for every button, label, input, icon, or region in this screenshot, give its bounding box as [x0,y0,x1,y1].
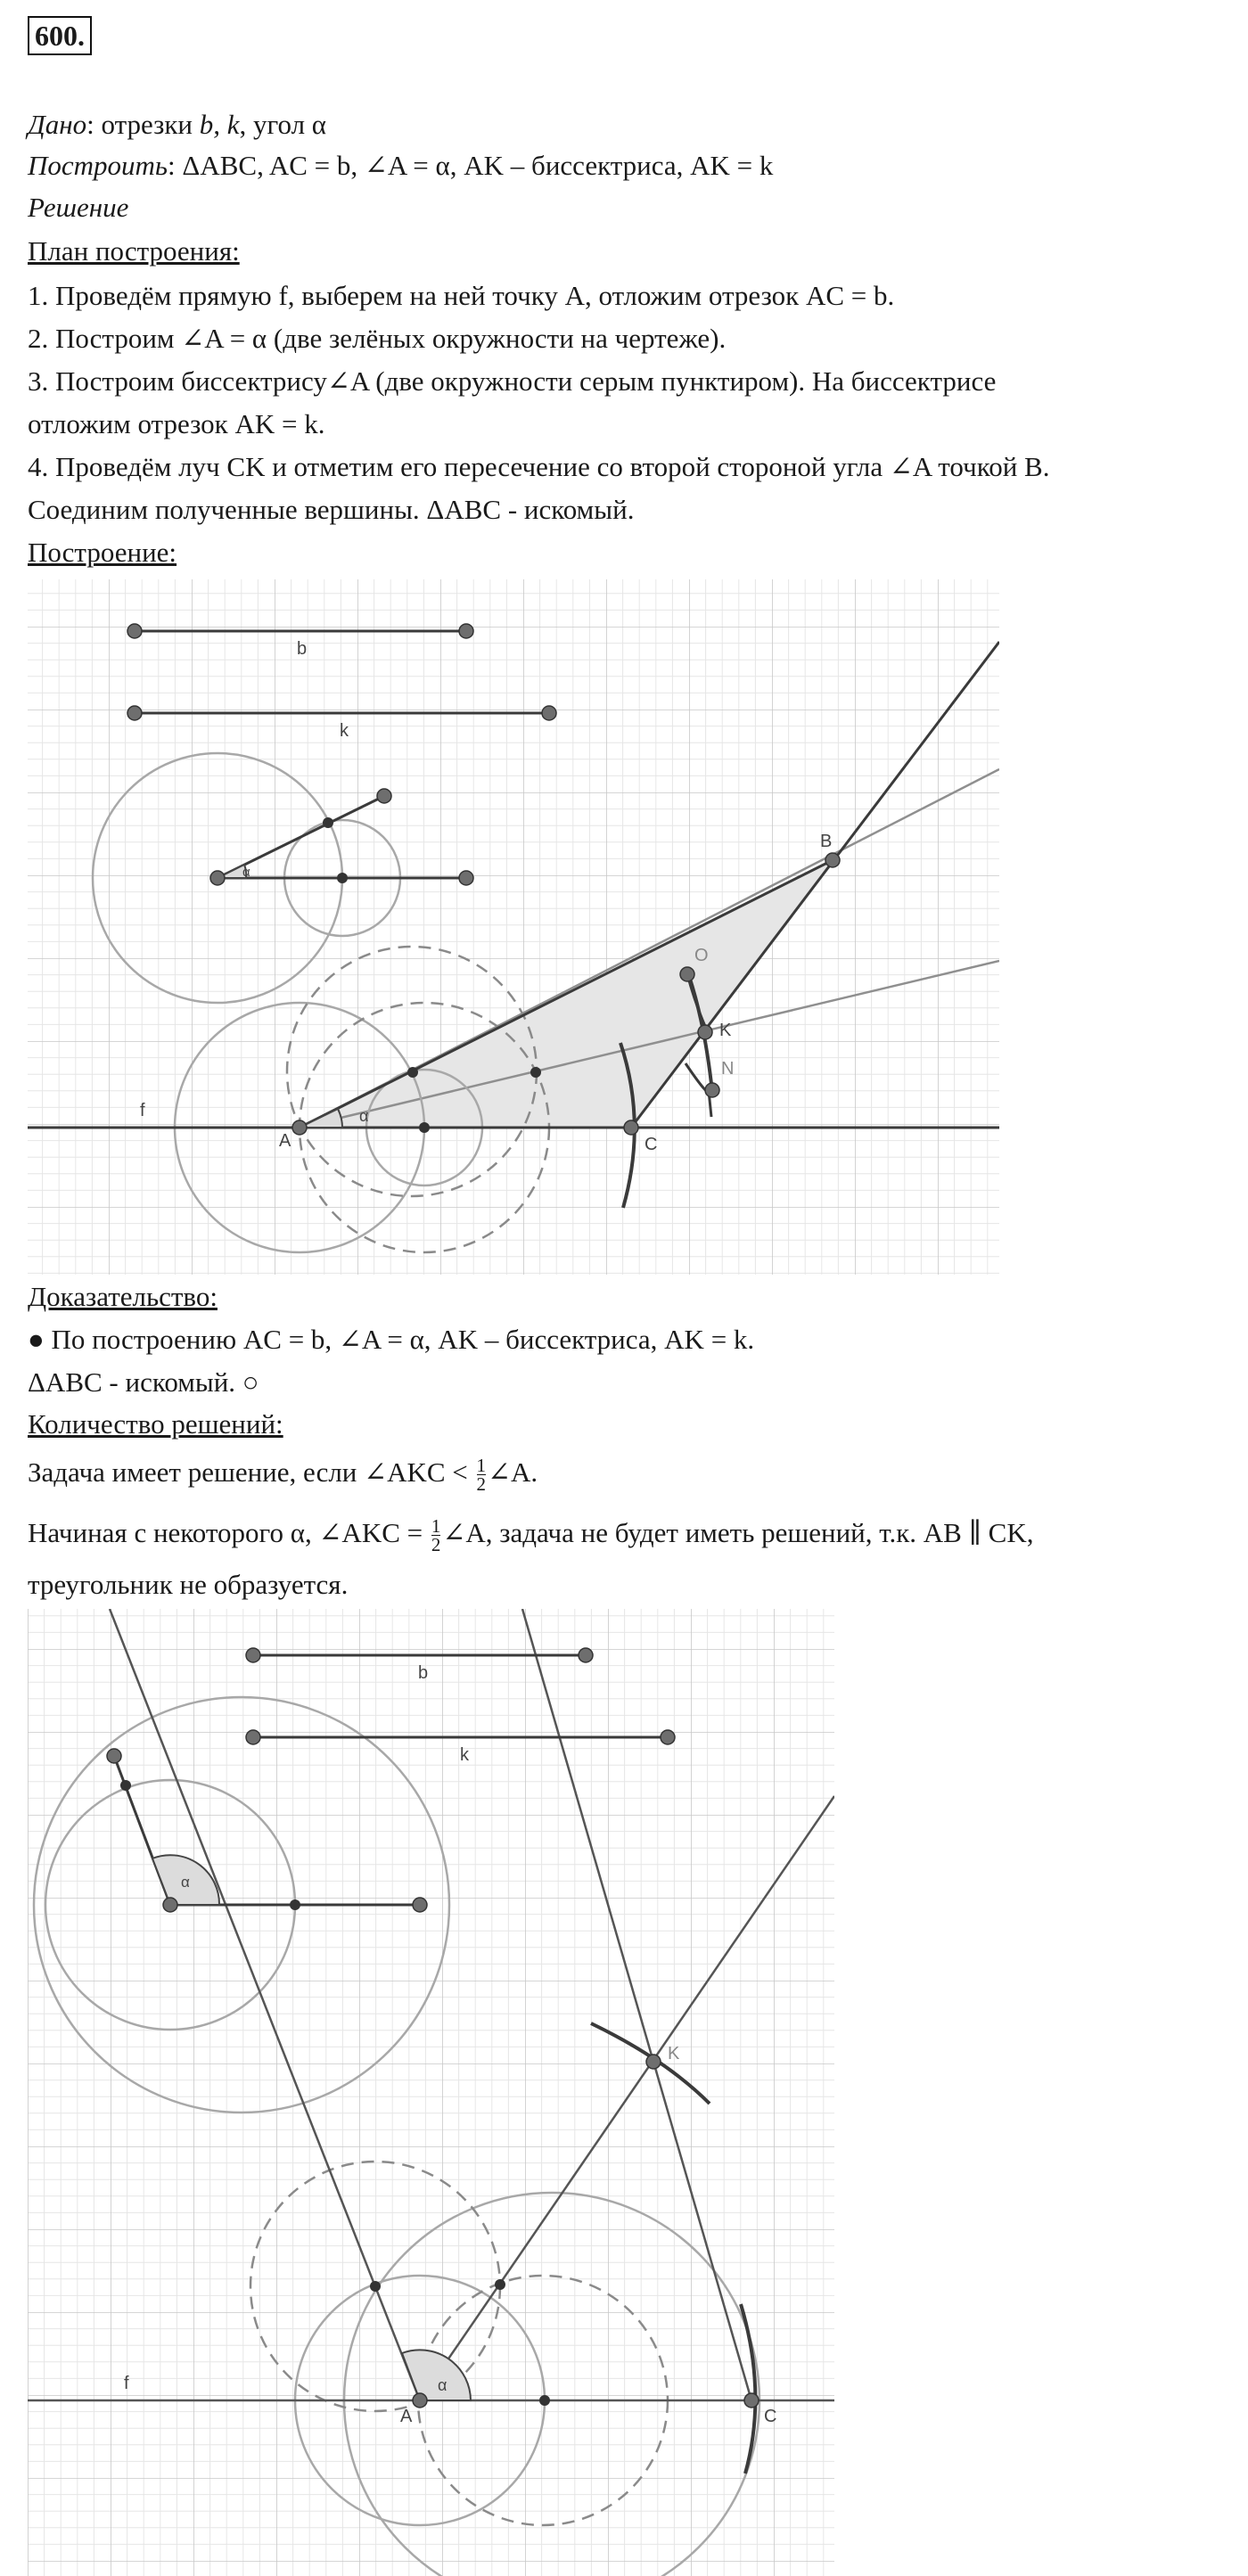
fig2-label-A: A [400,2407,413,2426]
solutions-line-2-pre: Начиная с некоторого α, ∠AKC = [28,1517,423,1548]
fig2-label-C: C [764,2407,777,2426]
label-C: C [645,1135,658,1154]
label-N: N [721,1059,735,1079]
label-A: A [279,1131,291,1151]
label-K: K [719,1021,732,1040]
construct-label: Построить [28,150,168,181]
grid-2 [28,1609,834,2576]
problem-number: 600. [28,16,92,55]
frac-num: 1 [476,1455,487,1477]
solutions-line-3: треугольник не образуется. [28,1569,349,1600]
plan-step-1: 1. Проведём прямую f, выберем на ней точку A, отложим отрезок AC = b. [28,280,895,311]
given-math: b, k [199,109,240,140]
label-b: b [297,639,308,659]
solutions-line-2-post: ∠A, задача не будет иметь решений, т.к. AB ∥ CK, [442,1517,1034,1548]
solutions-heading: Количество решений: [28,1408,283,1440]
fig2-label-k: k [460,1745,469,1765]
plan-step-3b: отложим отрезок AK = k. [28,408,325,439]
given-line [28,107,326,143]
fig2-label-K: K [668,2044,680,2063]
label-alpha: α [359,1107,369,1125]
fig2-label-alpha: α [438,2376,447,2394]
grid-1 [28,579,999,1275]
fig2-label-alpha-small: α [181,1874,190,1891]
label-f: f [140,1101,145,1120]
given-text2: , угол α [239,109,327,140]
plan-step-3: 3. Построим биссектрису∠A (две окружности серым пунктиром). На биссектрисе [28,365,997,397]
proof-line-1: ● По построению AC = b, ∠A = α, AK – биссектриса, AK = k. [28,1324,755,1355]
label-alpha-small: α [242,865,250,880]
plan-step-2: 2. Построим ∠A = α (две зелёных окружности на чертеже). [28,323,727,354]
given-label: Дано [28,109,87,140]
construct-text: : ΔABC, AC = b, ∠A = α, AK – биссектриса, AK = k [168,150,774,181]
plan-step-4: 4. Проведём луч CK и отметим его пересечение со второй стороной угла ∠A точкой B. [28,451,1050,482]
solutions-line-2 [28,1515,1033,1554]
solution-label: Решение [28,192,129,223]
plan-step-4b: Соединим полученные вершины. ΔABC - искомый. [28,494,635,525]
solutions-line-1 [28,1455,538,1496]
proof-heading: Доказательство: [28,1281,218,1312]
fig2-label-b: b [418,1663,429,1683]
fig2-label-f: f [124,2374,129,2393]
frac-num-2: 1 [431,1515,441,1538]
given-text: : отрезки [86,109,200,140]
construction-figure-1 [28,579,999,1275]
label-k: k [340,721,349,741]
fraction-half-2 [431,1517,441,1554]
frac-den-2: 2 [431,1534,441,1556]
solutions-line-1-post: ∠A. [488,1456,538,1488]
construction-figure-2 [28,1609,834,2576]
plan-heading: План построения: [28,235,240,267]
label-B: B [820,832,833,851]
construct-line [28,148,773,184]
fraction-half [476,1455,487,1496]
label-O: O [694,946,709,965]
frac-den: 2 [476,1473,487,1496]
proof-line-2: ΔABC - искомый. ○ [28,1366,259,1398]
construction-heading: Построение: [28,537,177,568]
solutions-line-1-pre: Задача имеет решение, если ∠AKC < [28,1456,468,1488]
